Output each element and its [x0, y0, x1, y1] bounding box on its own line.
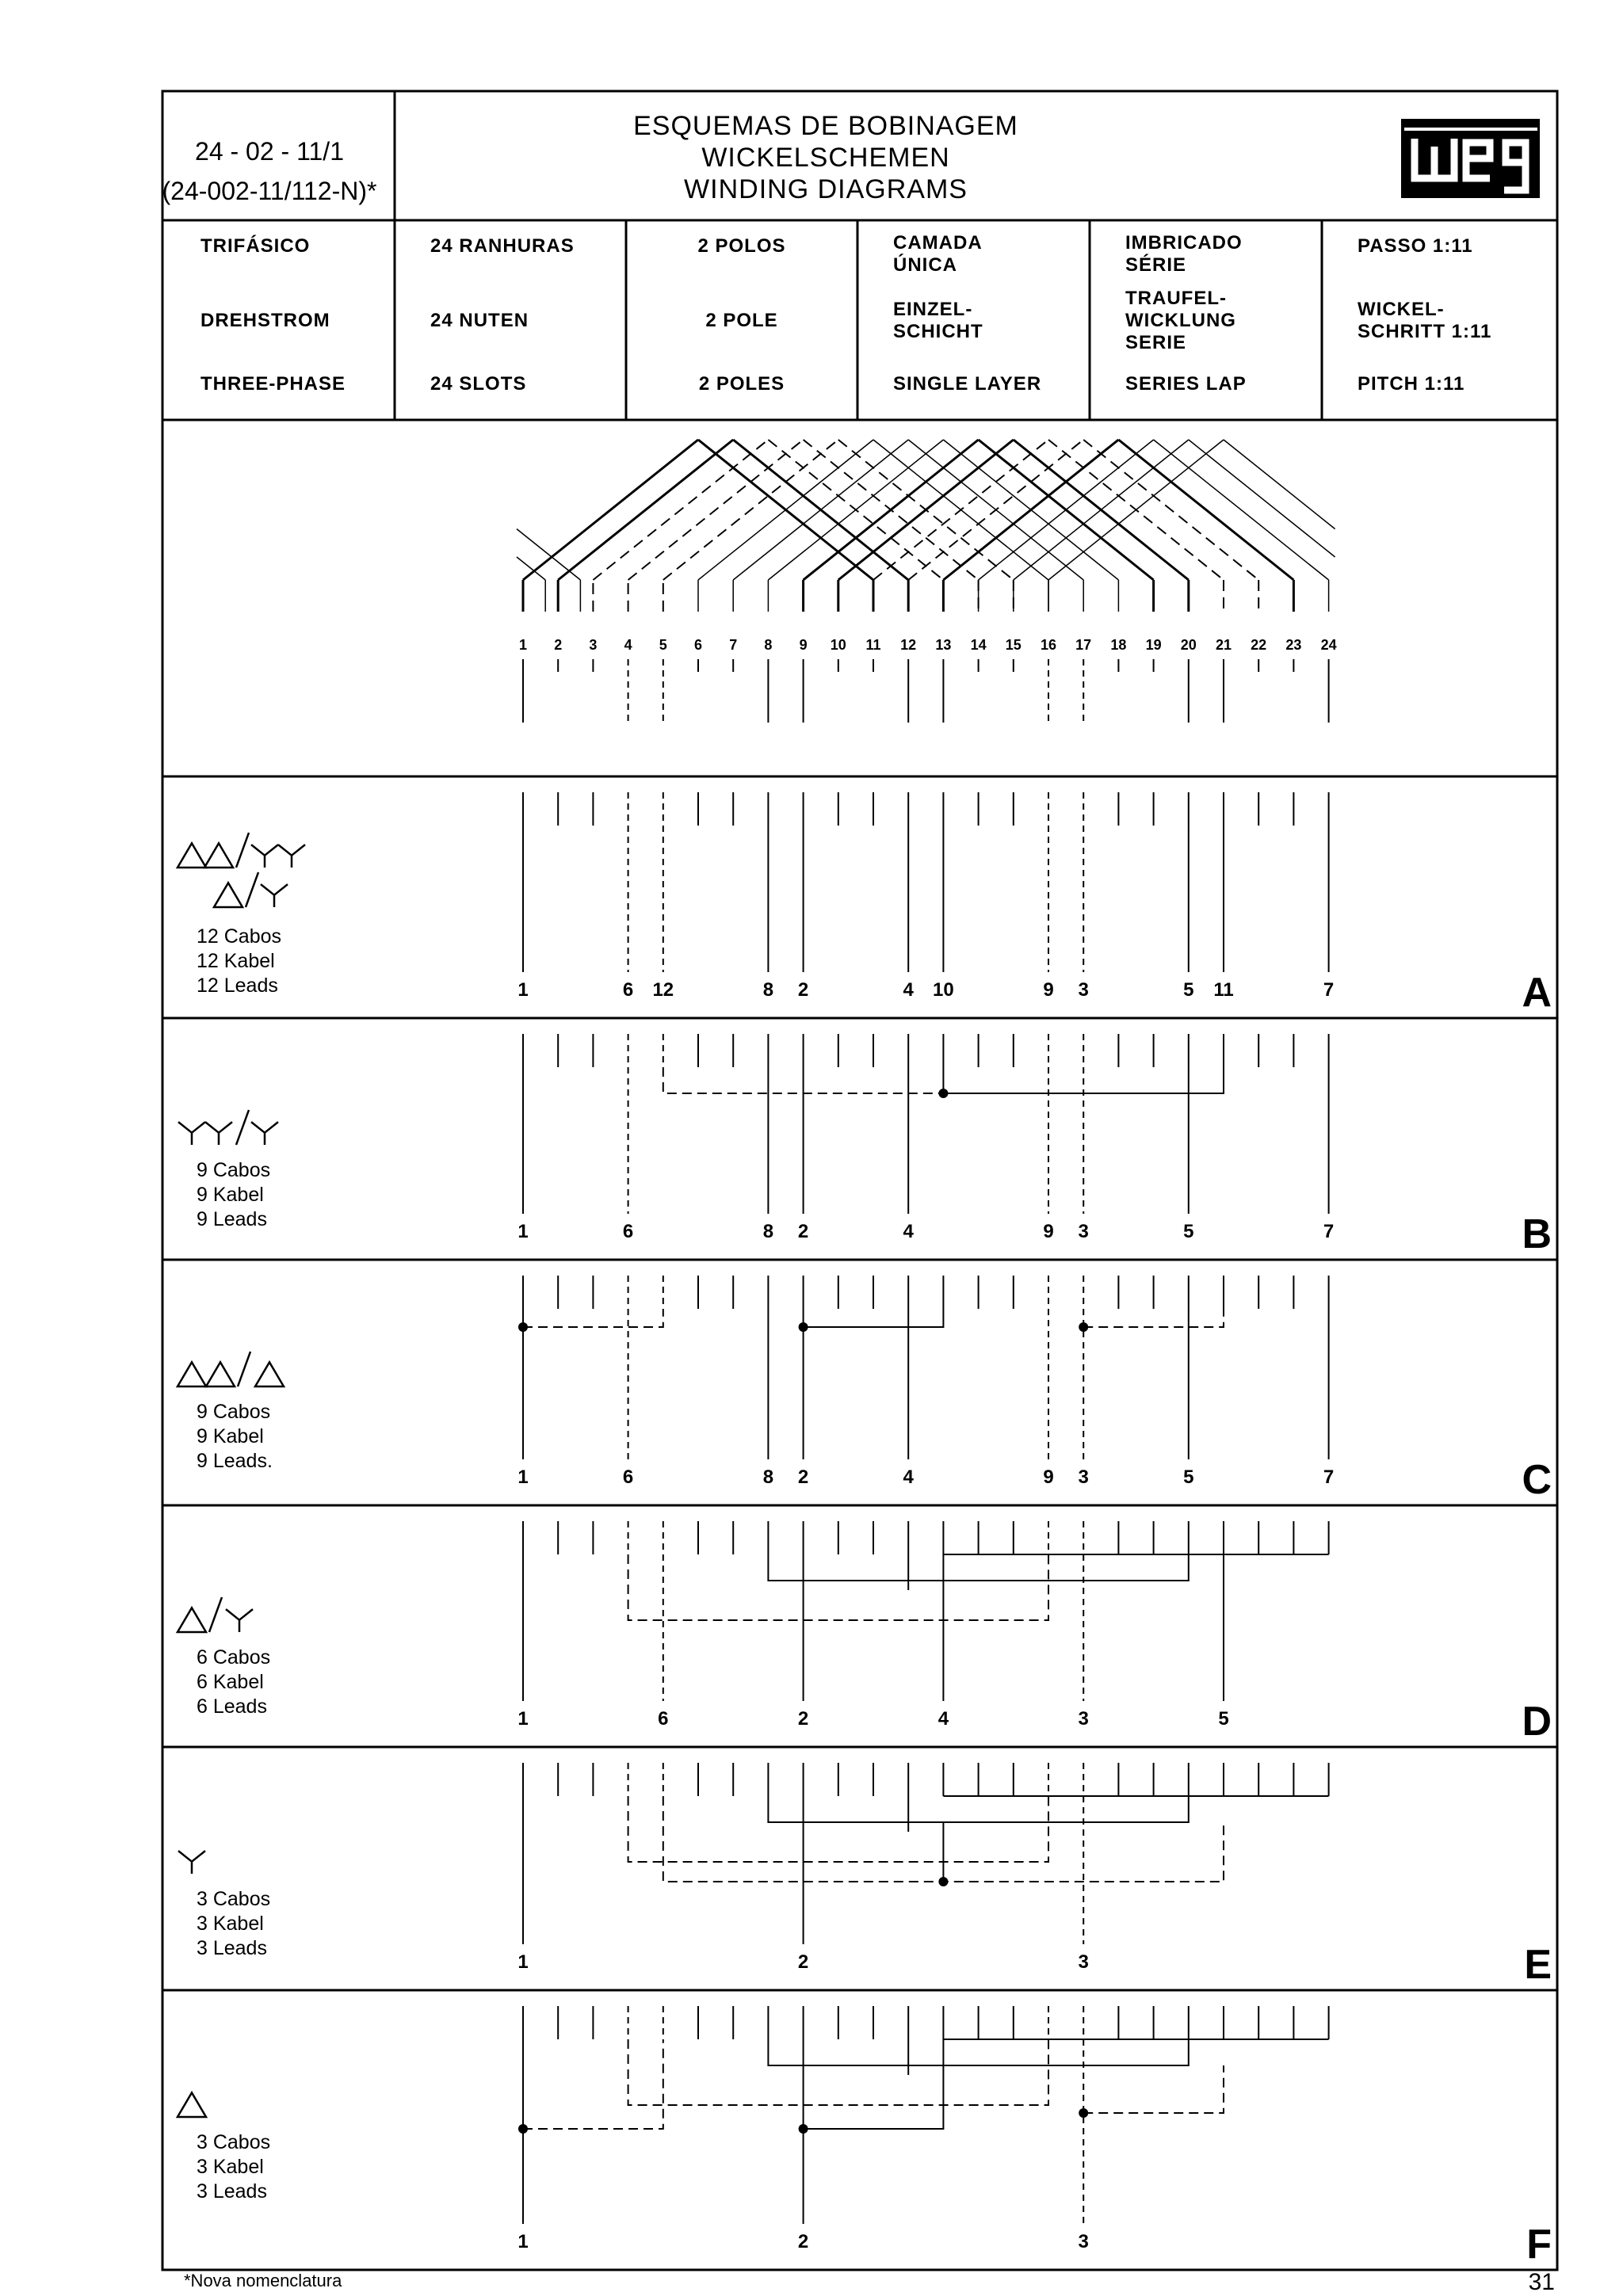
slot-number-12: 12 [900, 637, 917, 653]
terminal-E-2: 2 [797, 1951, 809, 1973]
spec-pt-1: 24 RANHURAS [430, 235, 575, 257]
connection-panel-D [178, 1521, 1552, 1745]
slot-number-11: 11 [865, 637, 881, 653]
slot-number-19: 19 [1145, 637, 1162, 653]
terminal-D-2: 2 [797, 1708, 809, 1730]
terminal-B-2: 2 [797, 1221, 809, 1242]
wye-icon [178, 1851, 205, 1874]
spec-de-0: DREHSTROM [200, 310, 330, 331]
delta-shape [204, 843, 233, 868]
title-portuguese: ESQUEMAS DE BOBINAGEM [633, 111, 1018, 141]
leads-label-D-0: 6 Cabos [197, 1646, 271, 1669]
slot-number-2: 2 [554, 637, 563, 653]
delta-delta-wye-wye-icon [178, 833, 305, 907]
delta-wye-icon [178, 1597, 253, 1632]
terminal-D-3: 3 [1078, 1708, 1089, 1730]
terminal-B-1: 1 [517, 1221, 529, 1242]
connection-panel-C [178, 1276, 1552, 1503]
spec-en-2: 2 POLES [698, 373, 785, 395]
delta-shape [178, 843, 206, 868]
terminal-B-9: 9 [1043, 1221, 1054, 1242]
terminal-C-8: 8 [762, 1466, 774, 1488]
junction-dot-C [518, 1322, 528, 1332]
terminal-A-11: 11 [1213, 979, 1234, 1001]
jumper-C [523, 1309, 663, 1327]
delta-shape [178, 1608, 206, 1632]
slot-number-24: 24 [1320, 637, 1337, 653]
slot-number-6: 6 [693, 637, 703, 653]
slot-number-17: 17 [1075, 637, 1092, 653]
spec-de-1: 24 NUTEN [430, 310, 529, 331]
diagram-code: 24 - 02 - 11/1 [195, 137, 344, 166]
slot-number-8: 8 [764, 637, 773, 653]
page-number: 31 [1528, 2269, 1555, 2295]
delta-shape [178, 2092, 206, 2117]
junction-dot-F [518, 2124, 528, 2134]
title-english: WINDING DIAGRAMS [684, 174, 968, 204]
terminal-A-3: 3 [1078, 979, 1089, 1001]
title-german: WICKELSCHEMEN [701, 143, 950, 173]
leads-label-F-1: 3 Kabel [197, 2156, 264, 2178]
junction-dot-B [938, 1089, 948, 1098]
slot-number-22: 22 [1251, 637, 1267, 653]
leads-label-C-1: 9 Kabel [197, 1425, 264, 1447]
slot-number-21: 21 [1215, 637, 1232, 653]
junction-dot-E [938, 1877, 948, 1886]
jumper-E [628, 1796, 1048, 1862]
terminal-B-7: 7 [1323, 1221, 1335, 1242]
slot-number-3: 3 [589, 637, 598, 653]
leads-label-B-0: 9 Cabos [197, 1159, 271, 1181]
junction-dot-C [799, 1322, 808, 1332]
wye-shape [178, 1122, 205, 1145]
slash-shape [238, 1352, 250, 1386]
spec-pt-3: CAMADA [893, 232, 983, 254]
slash-shape [246, 872, 258, 907]
wye-shape [205, 1122, 232, 1145]
jumper-D [628, 1554, 1048, 1620]
terminal-C-6: 6 [622, 1466, 634, 1488]
terminal-D-4: 4 [938, 1708, 949, 1730]
terminal-F-3: 3 [1078, 2231, 1089, 2252]
spec-en-5: PITCH 1:11 [1358, 373, 1465, 395]
leads-label-C-2: 9 Leads. [197, 1450, 273, 1472]
leads-label-F-2: 3 Leads [197, 2180, 267, 2203]
wye-wye-wye-icon [178, 1110, 278, 1145]
spec-en-4: SERIES LAP [1125, 373, 1247, 395]
spec-pt-4: IMBRICADO [1125, 232, 1243, 254]
wye-shape [261, 884, 288, 907]
wye-shape [278, 845, 305, 868]
slot-number-1: 1 [518, 637, 528, 653]
leads-label-A-0: 12 Cabos [197, 925, 282, 948]
winding-coils [517, 440, 1335, 612]
spec-de-4: TRAUFEL- [1125, 288, 1227, 309]
wye-shape [178, 1851, 205, 1874]
footnote: *Nova nomenclatura [184, 2271, 342, 2290]
terminal-A-10: 10 [933, 979, 954, 1001]
leads-label-E-1: 3 Kabel [197, 1913, 264, 1935]
slash-shape [236, 833, 249, 868]
terminal-A-6: 6 [622, 979, 634, 1001]
terminal-C-4: 4 [903, 1466, 914, 1488]
terminal-A-1: 1 [517, 979, 529, 1001]
slot-number-15: 15 [1005, 637, 1022, 653]
leads-label-D-2: 6 Leads [197, 1695, 267, 1718]
leads-label-B-1: 9 Kabel [197, 1184, 264, 1206]
spec-pt-4: SÉRIE [1125, 254, 1187, 276]
slot-numbers [519, 637, 1337, 723]
delta-shape [178, 1362, 206, 1386]
delta-shape [214, 883, 242, 907]
spec-de-5: WICKEL- [1358, 299, 1445, 320]
spec-pt-0: TRIFÁSICO [200, 235, 311, 257]
slash-shape [209, 1597, 222, 1632]
connection-letter-D: D [1522, 1699, 1552, 1745]
leads-label-F-0: 3 Cabos [197, 2131, 271, 2153]
connection-letter-F: F [1526, 2222, 1552, 2267]
spec-de-4: WICKLUNG [1125, 310, 1236, 331]
terminal-D-5: 5 [1218, 1708, 1229, 1730]
diagram-code-new: (24-002-11/112-N)* [162, 177, 377, 205]
jumper-F [628, 2039, 1048, 2105]
coil-16-26 [517, 440, 1335, 612]
junction-dot-F [1079, 2108, 1088, 2118]
terminal-D-6: 6 [658, 1708, 669, 1730]
spec-de-3: SCHICHT [893, 321, 983, 342]
wye-shape [251, 845, 278, 868]
slot-number-16: 16 [1040, 637, 1057, 653]
jumper-E [768, 1796, 1188, 1822]
terminal-B-8: 8 [762, 1221, 774, 1242]
connection-letter-E: E [1524, 1942, 1552, 1988]
page-frame [162, 91, 1557, 2270]
leads-label-A-2: 12 Leads [197, 974, 278, 997]
spec-de-3: EINZEL- [893, 299, 973, 320]
spec-de-5: SCHRITT 1:11 [1358, 321, 1492, 342]
slot-number-9: 9 [799, 637, 808, 653]
terminal-A-7: 7 [1323, 979, 1335, 1001]
delta-shape [206, 1362, 235, 1386]
delta-icon [178, 2092, 206, 2117]
connection-panel-B [178, 1034, 1552, 1257]
terminal-E-1: 1 [517, 1951, 529, 1973]
terminal-F-2: 2 [797, 2231, 809, 2252]
leads-label-E-0: 3 Cabos [197, 1888, 271, 1910]
spec-en-1: 24 SLOTS [430, 373, 527, 395]
terminal-A-9: 9 [1043, 979, 1054, 1001]
leads-label-D-1: 6 Kabel [197, 1671, 264, 1693]
terminal-B-3: 3 [1078, 1221, 1089, 1242]
connection-letter-A: A [1522, 970, 1552, 1016]
jumper-D [768, 1554, 1188, 1581]
jumper-F [768, 2039, 1188, 2065]
connection-panel-E [178, 1763, 1552, 1988]
connection-panel-F [178, 2006, 1552, 2267]
terminal-A-12: 12 [652, 979, 674, 1001]
terminal-B-4: 4 [903, 1221, 914, 1242]
wye-shape [251, 1122, 278, 1145]
spec-de-2: 2 POLE [705, 310, 778, 331]
terminal-E-3: 3 [1078, 1951, 1089, 1973]
spec-de-4: SERIE [1125, 332, 1187, 353]
spec-pt-5: PASSO 1:11 [1358, 235, 1473, 257]
terminal-C-2: 2 [797, 1466, 809, 1488]
spec-en-3: SINGLE LAYER [893, 373, 1042, 395]
jumper-C [1083, 1309, 1224, 1327]
spec-pt-2: 2 POLOS [697, 235, 786, 257]
jumper-F [1083, 2065, 1224, 2113]
connection-panels [178, 792, 1552, 2267]
spec-pt-3: ÚNICA [893, 254, 957, 276]
terminal-A-4: 4 [903, 979, 914, 1001]
jumper-C [804, 1309, 944, 1327]
coil-15-25 [517, 440, 1335, 612]
terminal-C-1: 1 [517, 1466, 529, 1488]
junction-dot-C [1079, 1322, 1088, 1332]
slot-number-10: 10 [830, 637, 846, 653]
delta-delta-delta-icon [178, 1352, 284, 1386]
connection-letter-B: B [1522, 1211, 1552, 1257]
leads-label-C-0: 9 Cabos [197, 1401, 271, 1423]
slash-shape [236, 1110, 249, 1145]
slot-number-14: 14 [970, 637, 987, 653]
wye-shape [226, 1609, 253, 1632]
terminal-B-6: 6 [622, 1221, 634, 1242]
terminal-B-5: 5 [1183, 1221, 1194, 1242]
terminal-C-3: 3 [1078, 1466, 1089, 1488]
delta-shape [255, 1362, 284, 1386]
junction-dot-F [799, 2124, 808, 2134]
connection-panel-A [178, 792, 1552, 1016]
connection-letter-C: C [1522, 1457, 1552, 1503]
slot-number-13: 13 [935, 637, 952, 653]
terminal-A-2: 2 [797, 979, 809, 1001]
slot-number-4: 4 [624, 637, 632, 653]
slot-number-5: 5 [659, 637, 667, 653]
terminal-C-7: 7 [1323, 1466, 1335, 1488]
slot-number-18: 18 [1110, 637, 1127, 653]
terminal-C-5: 5 [1183, 1466, 1194, 1488]
jumper-F [523, 2039, 663, 2129]
terminal-A-8: 8 [762, 979, 774, 1001]
slot-number-7: 7 [729, 637, 738, 653]
leads-label-A-1: 12 Kabel [197, 950, 275, 972]
terminal-C-9: 9 [1043, 1466, 1054, 1488]
terminal-D-1: 1 [517, 1708, 529, 1730]
leads-label-B-2: 9 Leads [197, 1208, 267, 1230]
terminal-A-5: 5 [1183, 979, 1194, 1001]
spec-en-0: THREE-PHASE [200, 373, 346, 395]
leads-label-E-2: 3 Leads [197, 1937, 267, 1959]
weg-logo [1401, 119, 1540, 198]
slot-number-23: 23 [1285, 637, 1302, 653]
slot-number-20: 20 [1180, 637, 1197, 653]
terminal-F-1: 1 [517, 2231, 529, 2252]
jumper-F [804, 2039, 944, 2129]
